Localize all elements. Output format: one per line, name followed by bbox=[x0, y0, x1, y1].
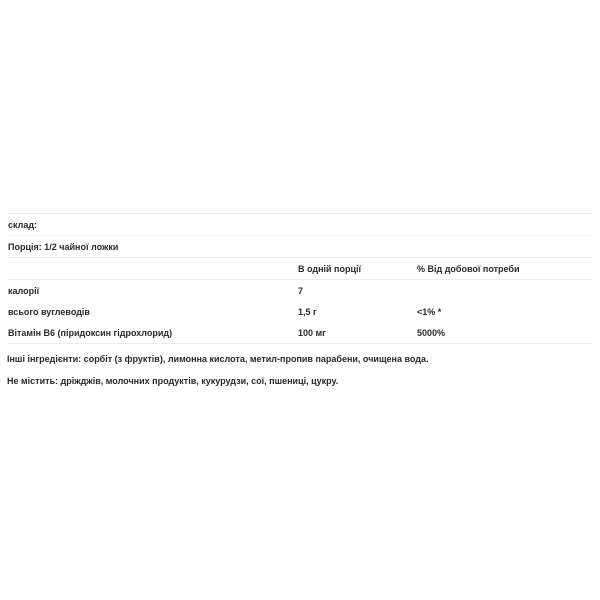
nutrient-name: Вітамін B6 (піридоксин гідрохлорид) bbox=[7, 322, 297, 344]
nutrient-daily-value: 5000% bbox=[416, 322, 593, 344]
table-title-row bbox=[7, 214, 593, 236]
table-row bbox=[7, 301, 593, 322]
column-header-per-serving: В одній порції bbox=[297, 258, 416, 280]
nutrient-daily-value bbox=[416, 280, 593, 302]
free-from-statement: Не містить: дріжджів, молочних продуктів, кукурудзи, сої, пшениці, цукру. bbox=[7, 376, 339, 386]
table-row bbox=[7, 280, 593, 302]
nutrient-amount: 1,5 г bbox=[298, 306, 317, 317]
table-title: склад: bbox=[7, 214, 593, 236]
serving-size-row bbox=[7, 236, 593, 258]
nutrient-name: всього вуглеводів bbox=[8, 306, 90, 317]
column-header-daily-value: % Від добової потреби bbox=[416, 258, 593, 280]
serving-size: Порція: 1/2 чайної ложки bbox=[7, 236, 593, 258]
column-header-name bbox=[7, 258, 297, 280]
table-header-row bbox=[7, 258, 593, 280]
nutrient-daily-value: <1% * bbox=[417, 306, 442, 317]
nutrient-amount: 7 bbox=[297, 280, 416, 302]
product-composition bbox=[7, 213, 593, 387]
nutrient-amount: 100 мг bbox=[297, 322, 416, 344]
other-ingredients: Інші інгредієнти: сорбіт (з фруктів), лимонна кислота, метил-пропив парабени, очищена вода. bbox=[7, 354, 429, 364]
nutrient-name: калорії bbox=[7, 280, 297, 302]
table-row bbox=[7, 322, 593, 344]
supplement-facts-table bbox=[7, 213, 593, 344]
